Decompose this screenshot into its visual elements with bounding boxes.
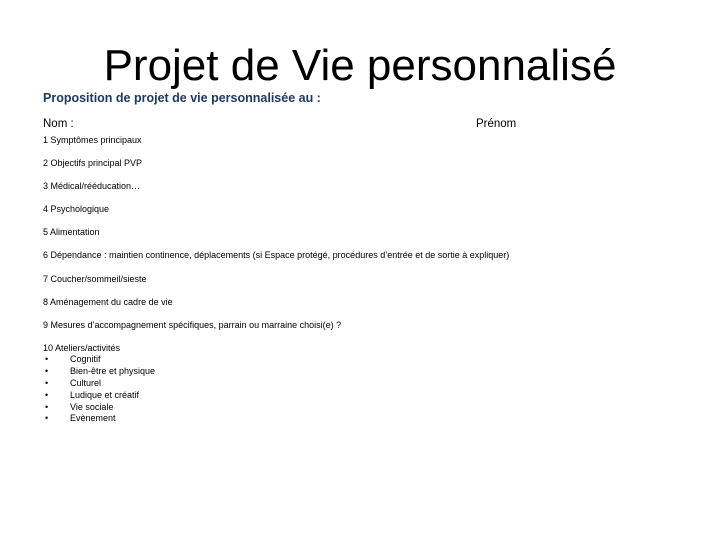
bullet-icon: • [45,389,49,400]
ateliers-list [43,354,509,425]
list-item [43,402,509,414]
section-mesures: 9 Mesures d’accompagnement spécifiques, parrain ou marraine choisi(e) ? [43,319,342,330]
bullet-icon: • [45,377,49,388]
nom-label: Nom : [43,118,74,130]
list-item-label: Vie sociale [70,401,114,412]
list-item [43,354,509,366]
list-item [43,390,509,402]
prenom-label: Prénom [476,118,517,130]
section-amenagement: 8 Aménagement du cadre de vie [43,296,173,307]
section-medical: 3 Médical/rééducation… [43,181,141,192]
page-title: Projet de Vie personnalisé [103,41,617,90]
sections-list [43,135,509,425]
list-item [43,366,509,378]
section-ateliers [43,343,509,425]
bullet-icon: • [45,413,49,424]
ateliers-heading: 10 Ateliers/activités [43,342,121,353]
section-symptomes: 1 Symptômes principaux [43,135,142,145]
section-psychologique: 4 Psychologique [43,204,110,215]
section-coucher: 7 Coucher/sommeil/sieste [43,273,147,284]
bullet-icon: • [45,401,49,412]
bullet-icon: • [45,366,49,377]
bullet-icon: • [45,354,49,365]
list-item-label: Evènement [70,413,116,424]
list-item-label: Culturel [70,377,102,388]
list-item [43,378,509,390]
list-item-label: Cognitif [70,354,101,365]
subtitle: Proposition de projet de vie personnalisée au : [43,91,321,105]
section-dependance: 6 Dépendance : maintien continence, déplacements (si Espace protégé, procédures d’entrée et de sortie à expliquer) [43,250,510,261]
list-item-label: Bien-être et physique [70,366,156,377]
section-alimentation: 5 Alimentation [43,227,100,238]
list-item-label: Ludique et créatif [70,389,140,400]
list-item [43,413,509,425]
section-objectifs: 2 Objectifs principal PVP [43,158,143,169]
